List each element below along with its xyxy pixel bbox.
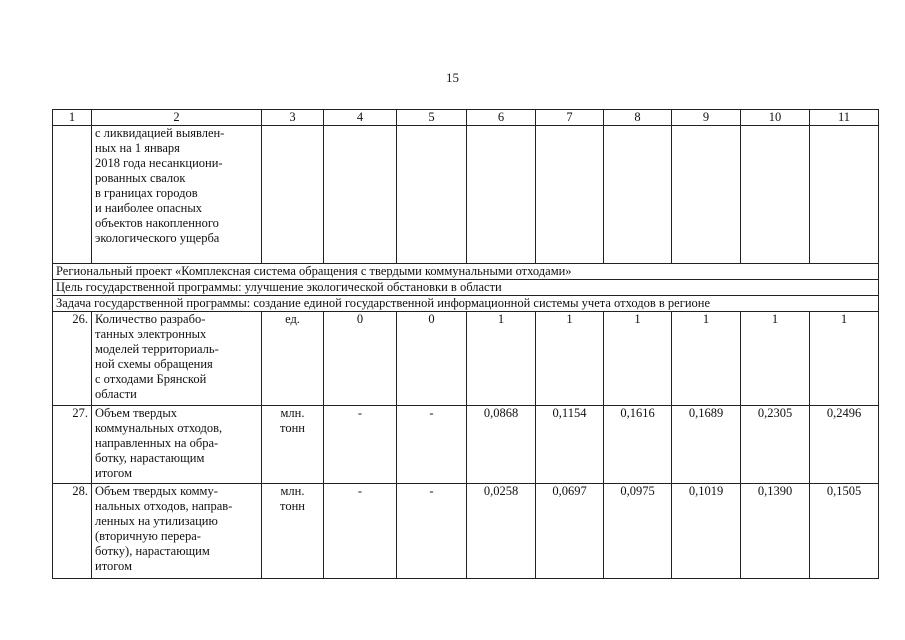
value-cell: 0,0868 [467,406,536,484]
value-cell: - [397,406,467,484]
page-number: 15 [446,70,459,85]
indicators-table [52,109,879,579]
column-header: 9 [672,110,741,126]
value-cell: 1 [467,312,536,406]
column-header: 10 [741,110,810,126]
value-cell: - [324,484,397,579]
value-cell: 0,2305 [741,406,810,484]
row-number: 27. [53,406,92,484]
column-header: 6 [467,110,536,126]
column-header: 3 [262,110,324,126]
header-row [53,110,879,126]
section-row-program-task [53,296,879,312]
value-cell: 0,0697 [536,484,604,579]
value-cell: 1 [604,312,672,406]
indicator-name: Количество разрабо- танных электронных моделей территориаль- ной схемы обращения с отходами Брянской области [92,312,262,406]
column-header: 5 [397,110,467,126]
value-cell: 0,2496 [810,406,879,484]
unit: ед. [262,312,324,406]
value-cell: 0,1505 [810,484,879,579]
program-goal: Цель государственной программы: улучшение экологической обстановки в области [53,280,879,296]
column-header: 2 [92,110,262,126]
value-cell: 0,1154 [536,406,604,484]
program-task: Задача государственной программы: создание единой государственной информационной системы учета отходов в регионе [53,296,879,312]
value-cell: 1 [536,312,604,406]
value-cell: 0 [324,312,397,406]
value-cell: 0 [397,312,467,406]
value-cell: 0,1390 [741,484,810,579]
column-header: 4 [324,110,397,126]
indicator-name: с ликвидацией выявлен- ных на 1 января 2018 года несанкциони- рованных свалок в границах городов и наиболее опасных объектов накопленного экологического ущерба [92,126,262,264]
indicator-name: Объем твердых комму- нальных отходов, направ- ленных на утилизацию (вторичную перера- ботку), нарастающим итогом [92,484,262,579]
table-row [53,312,879,406]
value-cell: 0,0975 [604,484,672,579]
value-cell: 0,0258 [467,484,536,579]
row-number: 26. [53,312,92,406]
table-row-continued [53,126,879,264]
value-cell: 0,1689 [672,406,741,484]
value-cell: - [324,406,397,484]
column-header: 1 [53,110,92,126]
row-number: 28. [53,484,92,579]
table-row [53,406,879,484]
column-header: 8 [604,110,672,126]
unit: млн. тонн [262,406,324,484]
unit: млн. тонн [262,484,324,579]
section-row-program-goal [53,280,879,296]
value-cell: 0,1616 [604,406,672,484]
value-cell: 1 [741,312,810,406]
regional-project-title: Региональный проект «Комплексная система обращения с твердыми коммунальными отходами» [53,264,879,280]
value-cell: 1 [810,312,879,406]
column-header: 11 [810,110,879,126]
value-cell: 0,1019 [672,484,741,579]
value-cell: - [397,484,467,579]
value-cell: 1 [672,312,741,406]
indicator-name: Объем твердых коммунальных отходов, направленных на обра- ботку, нарастающим итогом [92,406,262,484]
section-row-regional-project [53,264,879,280]
table-row [53,484,879,579]
column-header: 7 [536,110,604,126]
